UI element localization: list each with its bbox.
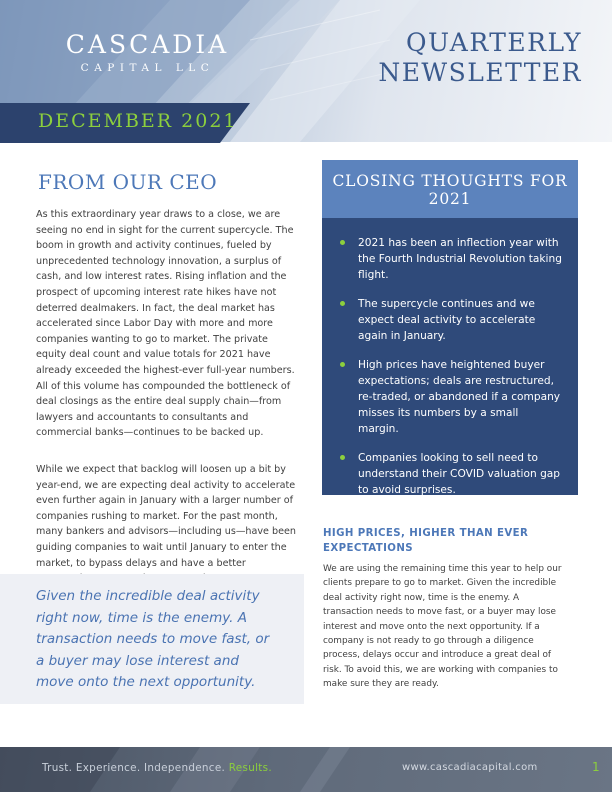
page-number: 1 — [592, 760, 600, 774]
list-item — [340, 235, 562, 283]
newsletter-title-line1: QUARTERLY — [406, 28, 582, 57]
pull-quote-text: Given the incredible deal activity right now, time is the enemy. A transaction needs to move fast, or a buyer may lose interest and move onto the next opportunity. — [36, 588, 270, 690]
closing-thoughts-title: CLOSING THOUGHTS FOR 2021 — [322, 160, 578, 218]
newsletter-title — [378, 28, 582, 88]
list-item-text: The supercycle continues and we expect deal activity to accelerate again in January. — [358, 298, 536, 342]
list-item — [340, 357, 562, 437]
bullet-icon — [340, 240, 345, 245]
website-link[interactable]: www.cascadiacapital.com — [402, 762, 538, 773]
list-item-text: High prices have heightened buyer expectations; deals are restructured, re-traded, or abandoned if a company misses its numbers by a small margin. — [358, 359, 561, 435]
brand-subtitle: CAPITAL LLC — [80, 62, 215, 74]
bullet-icon — [340, 301, 345, 306]
ceo-section-title: FROM OUR CEO — [38, 170, 218, 194]
brand-name: CASCADIA — [65, 30, 230, 59]
list-item — [340, 296, 562, 344]
list-item — [340, 450, 562, 498]
tagline-highlight: Results. — [228, 762, 272, 774]
section-heading: HIGH PRICES, HIGHER THAN EVER EXPECTATIONS — [323, 528, 529, 554]
ceo-paragraph-2: While we expect that backlog will loosen up a bit by year-end, we are expecting deal activity to accelerate even further again in January with a larger number of companies rushing to market. For the past month, many bankers and advisors—including us—have been guiding companies to wait until January to enter the market, to bypass delays and have a better — [36, 464, 296, 569]
issue-date: DECEMBER 2021 — [38, 110, 238, 132]
bullet-icon — [340, 455, 345, 460]
bullet-icon — [340, 362, 345, 367]
footer-tagline — [42, 762, 272, 774]
tagline-text: Trust. Experience. Independence. — [42, 762, 226, 774]
newsletter-title-line2: NEWSLETTER — [378, 58, 582, 87]
closing-thoughts-list — [340, 235, 562, 511]
list-item-text: 2021 has been an inflection year with the Fourth Industrial Revolution taking flight. — [358, 237, 562, 281]
section-body: We are using the remaining time this year to help our clients prepare to go to market. Given the incredible deal activity right now, time is the enemy. A transaction needs to move fast, or a buyer may lose interest and move onto the next opportunity. If a company is not ready to go through a diligence process, delays occur and introduce a great deal of risk. To avoid this, we are working with companies to make sure they are ready. — [323, 564, 562, 690]
ceo-paragraph-1: As this extraordinary year draws to a close, we are seeing no end in sight for the current supercycle. The boom in growth and activity continues, fueled by unprecedented technology innovation, a surplus of cash, and low interest rates. Rising inflation and the prospect of upcoming interest rate hikes have not deterred dealmakers. In fact, the deal market has accelerated since Labor Day with more and more companies wanting to go to market. The private equity deal count and value totals for 2021 have already exceeded the highest-ever full-year numbers. All of this volume has compounded the bottleneck of deal closings as the entire deal supply chain—from lawyers and accountants to consultants and commercial banks—continues to be backed up. — [36, 209, 295, 439]
company-logo — [50, 30, 245, 74]
list-item-text: Companies looking to sell need to understand their COVID valuation gap to avoid surprises. — [358, 452, 561, 496]
